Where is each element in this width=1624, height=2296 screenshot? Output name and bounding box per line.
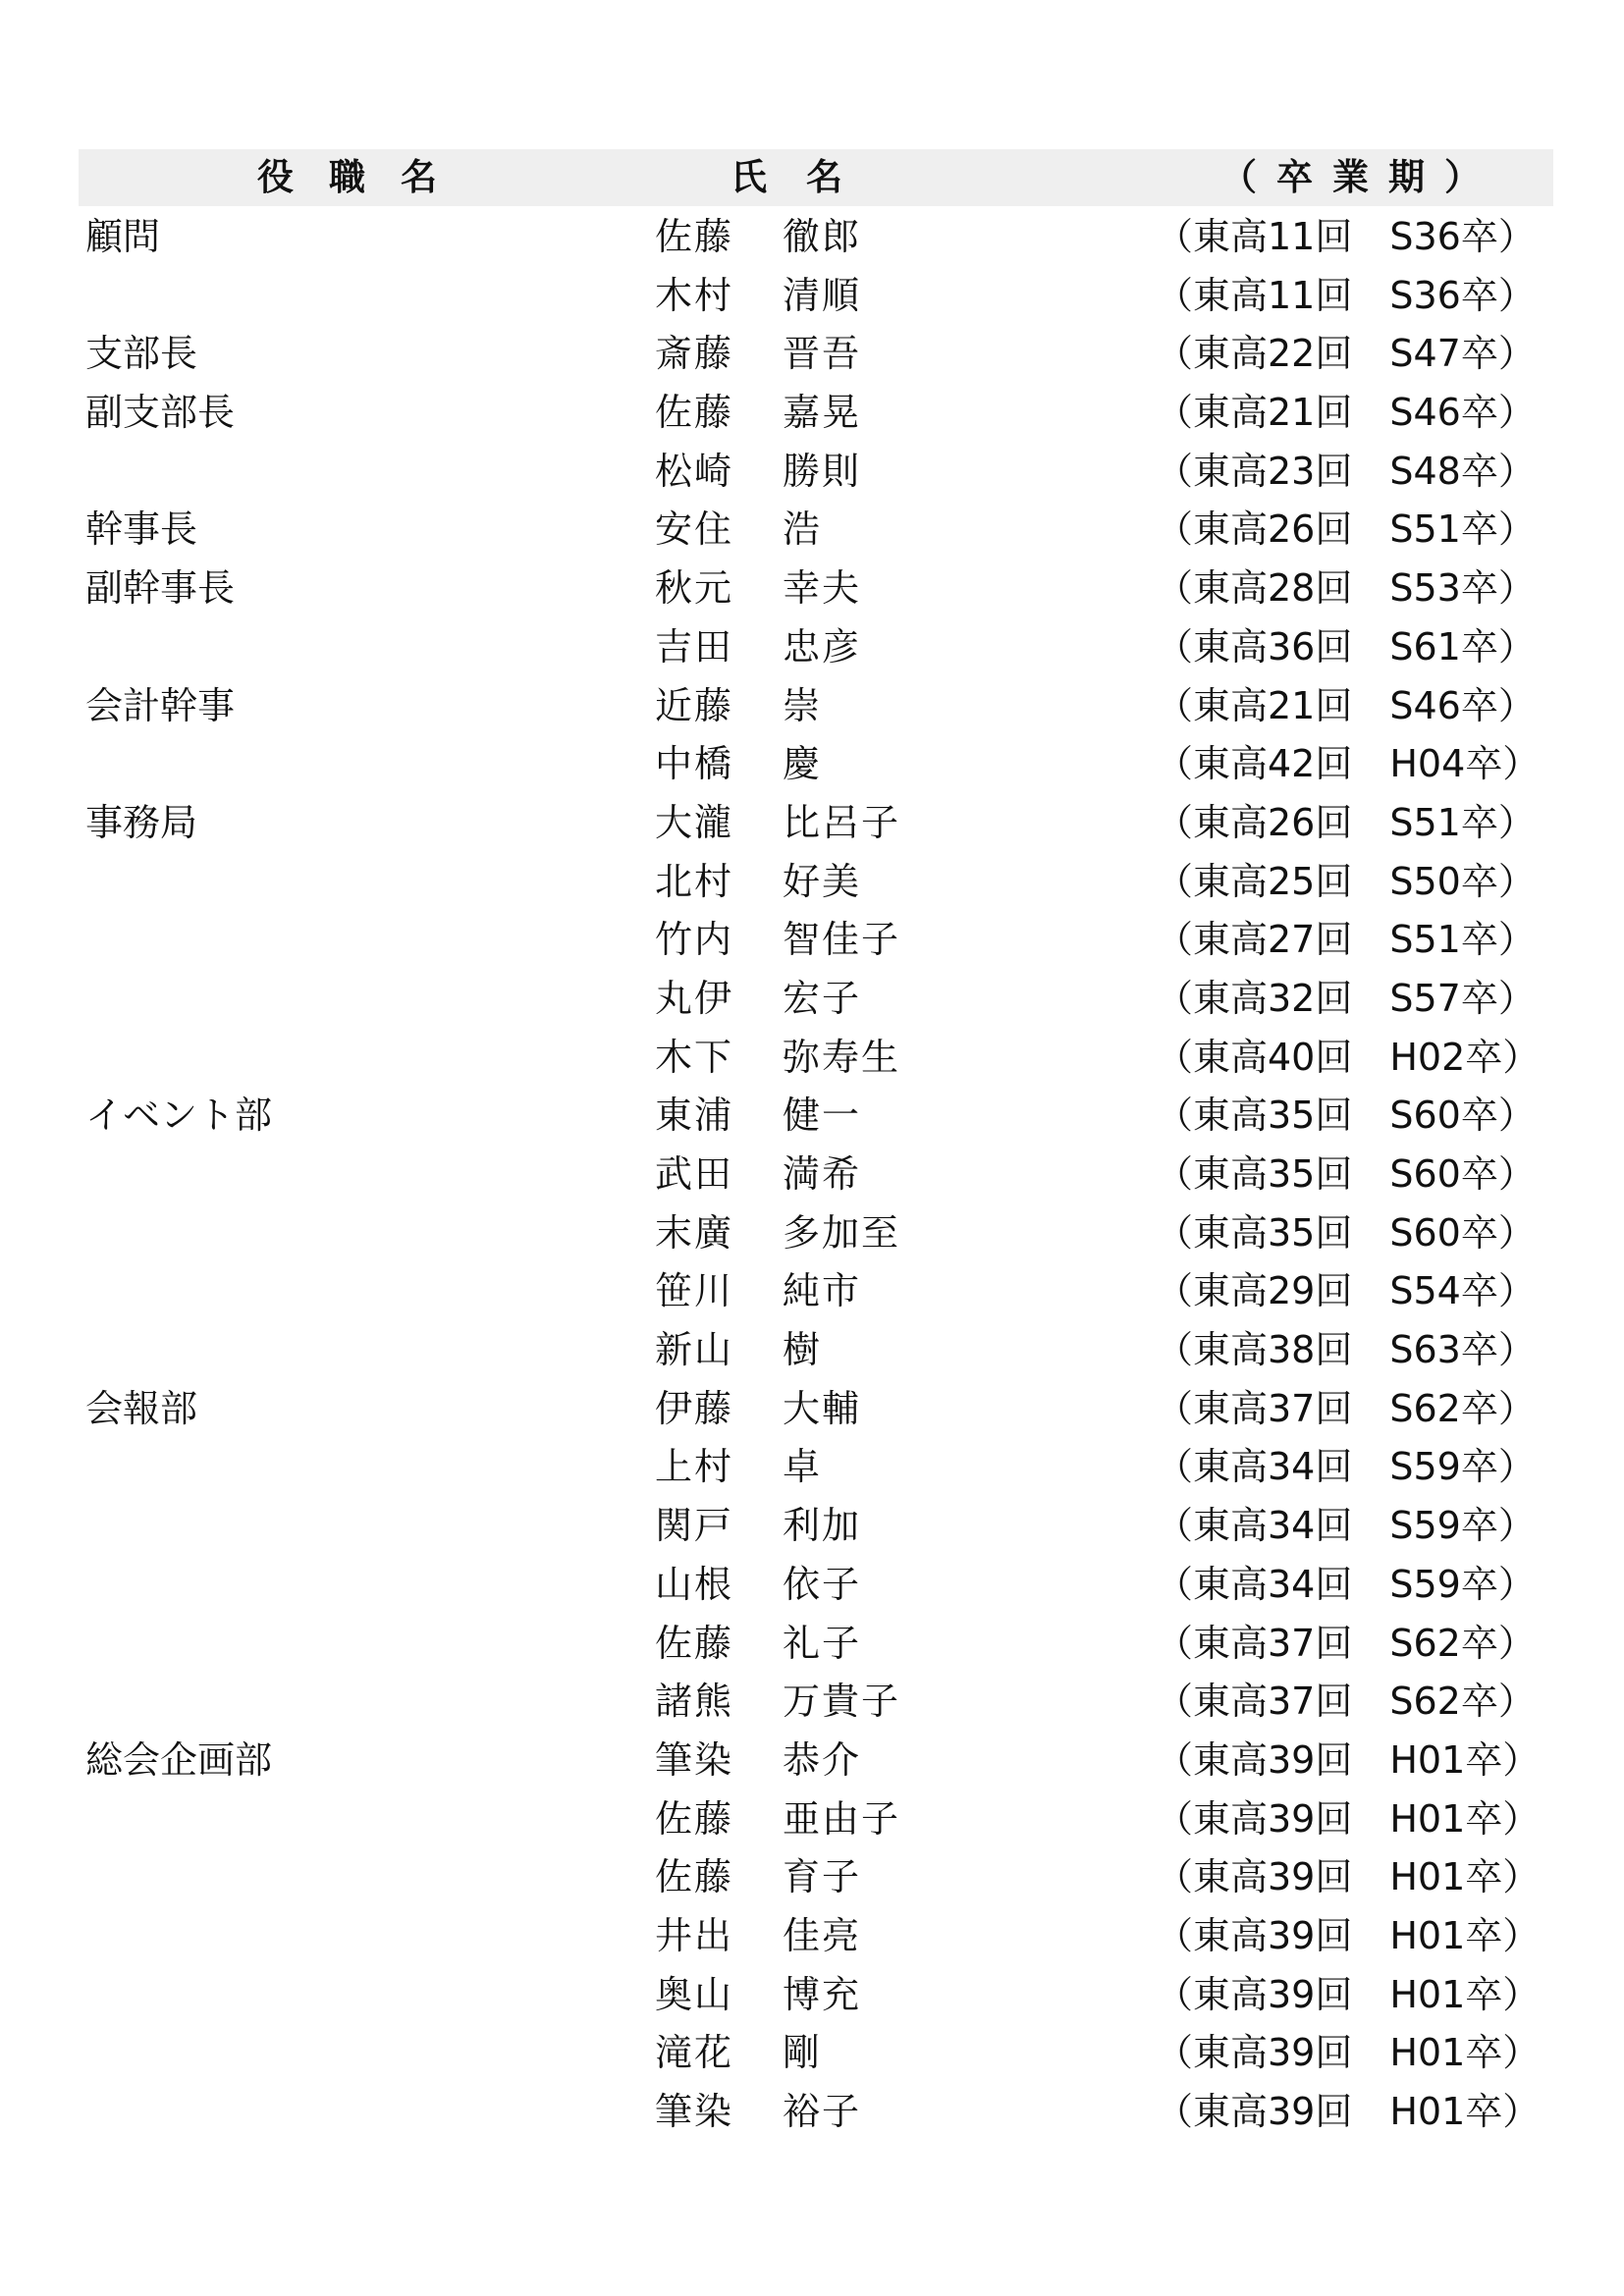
table-row [0, 1615, 1624, 1674]
graduation-cell: （東高23回 S48卒） [1156, 449, 1536, 493]
graduation-cell: （東高38回 S63卒） [1156, 1328, 1536, 1372]
table-row [0, 1556, 1624, 1615]
graduation-cell: （東高39回 H01卒） [1156, 1796, 1541, 1841]
role-cell: 会計幹事 [85, 683, 236, 727]
table-row [0, 970, 1624, 1029]
table-row [0, 1087, 1624, 1146]
header-role: 役職名 [257, 156, 472, 198]
role-cell: 支部長 [85, 332, 198, 376]
header-name: 氏名 [731, 156, 882, 198]
graduation-cell: （東高39回 H01卒） [1156, 2090, 1541, 2133]
surname-cell: 佐藤 [655, 1855, 734, 1899]
roster-table [0, 208, 1624, 2142]
graduation-cell: （東高35回 S60卒） [1156, 1094, 1536, 1138]
table-row [0, 1262, 1624, 1321]
graduation-cell: （東高39回 H01卒） [1156, 1913, 1541, 1957]
surname-cell: 丸伊 [655, 976, 734, 1020]
given-name-cell: 利加 [783, 1504, 862, 1548]
table-row [0, 1966, 1624, 2025]
table-row [0, 735, 1624, 794]
surname-cell: 北村 [655, 859, 734, 903]
given-name-cell: 忠彦 [783, 624, 862, 668]
graduation-cell: （東高11回 S36卒） [1156, 273, 1536, 317]
surname-cell: 大瀧 [655, 800, 734, 844]
given-name-cell: 万貴子 [783, 1680, 901, 1724]
table-row [0, 443, 1624, 502]
graduation-cell: （東高39回 H01卒） [1156, 1972, 1541, 2016]
role-cell: 顧問 [85, 215, 161, 258]
surname-cell: 佐藤 [655, 1621, 734, 1665]
graduation-cell: （東高11回 S36卒） [1156, 215, 1536, 258]
table-row [0, 560, 1624, 618]
surname-cell: 新山 [655, 1328, 734, 1372]
graduation-cell: （東高22回 S47卒） [1156, 332, 1536, 376]
given-name-cell: 育子 [783, 1855, 862, 1899]
surname-cell: 武田 [655, 1152, 734, 1196]
table-row [0, 1790, 1624, 1849]
graduation-cell: （東高26回 S51卒） [1156, 800, 1536, 844]
table-row [0, 1029, 1624, 1088]
role-cell: 事務局 [85, 800, 198, 844]
given-name-cell: 純市 [783, 1269, 862, 1313]
surname-cell: 関戸 [655, 1504, 734, 1548]
table-row [0, 1146, 1624, 1204]
surname-cell: 井出 [655, 1913, 734, 1957]
surname-cell: 安住 [655, 507, 734, 552]
table-row [0, 325, 1624, 384]
surname-cell: 山根 [655, 1562, 734, 1606]
given-name-cell: 崇 [783, 683, 823, 727]
table-row [0, 1497, 1624, 1556]
given-name-cell: 樹 [783, 1328, 823, 1372]
surname-cell: 滝花 [655, 2031, 734, 2075]
table-row [0, 1673, 1624, 1732]
table-row [0, 1438, 1624, 1497]
given-name-cell: 佳亮 [783, 1913, 862, 1957]
graduation-cell: （東高28回 S53卒） [1156, 566, 1536, 611]
given-name-cell: 徹郎 [783, 215, 862, 258]
given-name-cell: 健一 [783, 1094, 862, 1138]
surname-cell: 諸熊 [655, 1680, 734, 1724]
table-row [0, 1321, 1624, 1380]
graduation-cell: （東高26回 S51卒） [1156, 507, 1536, 552]
given-name-cell: 大輔 [783, 1386, 862, 1430]
graduation-cell: （東高27回 S51卒） [1156, 918, 1536, 962]
surname-cell: 筆染 [655, 2090, 734, 2133]
graduation-cell: （東高42回 H04卒） [1156, 742, 1541, 786]
table-row [0, 1848, 1624, 1907]
table-row [0, 618, 1624, 677]
table-row [0, 1204, 1624, 1263]
surname-cell: 上村 [655, 1445, 734, 1489]
table-row [0, 208, 1624, 267]
table-row [0, 1380, 1624, 1439]
given-name-cell: 裕子 [783, 2090, 862, 2133]
table-header [79, 149, 1553, 206]
graduation-cell: （東高34回 S59卒） [1156, 1504, 1536, 1548]
given-name-cell: 博充 [783, 1972, 862, 2016]
given-name-cell: 満希 [783, 1152, 862, 1196]
table-row [0, 1732, 1624, 1790]
surname-cell: 近藤 [655, 683, 734, 727]
table-row [0, 2024, 1624, 2083]
surname-cell: 中橋 [655, 742, 734, 786]
surname-cell: 吉田 [655, 624, 734, 668]
role-cell: 総会企画部 [85, 1737, 273, 1782]
given-name-cell: 比呂子 [783, 800, 901, 844]
role-cell: イベント部 [85, 1094, 273, 1138]
graduation-cell: （東高37回 S62卒） [1156, 1386, 1536, 1430]
table-row [0, 267, 1624, 326]
table-row [0, 677, 1624, 736]
given-name-cell: 浩 [783, 507, 823, 552]
given-name-cell: 好美 [783, 859, 862, 903]
table-row [0, 853, 1624, 912]
surname-cell: 佐藤 [655, 1796, 734, 1841]
graduation-cell: （東高29回 S54卒） [1156, 1269, 1536, 1313]
surname-cell: 佐藤 [655, 391, 734, 435]
table-row [0, 794, 1624, 853]
surname-cell: 末廣 [655, 1210, 734, 1255]
given-name-cell: 勝則 [783, 449, 862, 493]
surname-cell: 東浦 [655, 1094, 734, 1138]
surname-cell: 木村 [655, 273, 734, 317]
given-name-cell: 宏子 [783, 976, 862, 1020]
table-row [0, 911, 1624, 970]
given-name-cell: 清順 [783, 273, 862, 317]
graduation-cell: （東高36回 S61卒） [1156, 624, 1536, 668]
graduation-cell: （東高25回 S50卒） [1156, 859, 1536, 903]
given-name-cell: 嘉晃 [783, 391, 862, 435]
role-cell: 副幹事長 [85, 566, 236, 611]
surname-cell: 笹川 [655, 1269, 734, 1313]
graduation-cell: （東高32回 S57卒） [1156, 976, 1536, 1020]
surname-cell: 奥山 [655, 1972, 734, 2016]
surname-cell: 竹内 [655, 918, 734, 962]
graduation-cell: （東高37回 S62卒） [1156, 1680, 1536, 1724]
given-name-cell: 剛 [783, 2031, 823, 2075]
surname-cell: 佐藤 [655, 215, 734, 258]
given-name-cell: 幸夫 [783, 566, 862, 611]
given-name-cell: 礼子 [783, 1621, 862, 1665]
given-name-cell: 亜由子 [783, 1796, 901, 1841]
graduation-cell: （東高34回 S59卒） [1156, 1562, 1536, 1606]
graduation-cell: （東高35回 S60卒） [1156, 1152, 1536, 1196]
graduation-cell: （東高21回 S46卒） [1156, 391, 1536, 435]
graduation-cell: （東高35回 S60卒） [1156, 1210, 1536, 1255]
table-row [0, 1907, 1624, 1966]
given-name-cell: 恭介 [783, 1737, 862, 1782]
role-cell: 会報部 [85, 1386, 198, 1430]
given-name-cell: 依子 [783, 1562, 862, 1606]
graduation-cell: （東高39回 H01卒） [1156, 1855, 1541, 1899]
surname-cell: 木下 [655, 1035, 734, 1079]
graduation-cell: （東高34回 S59卒） [1156, 1445, 1536, 1489]
given-name-cell: 慶 [783, 742, 823, 786]
given-name-cell: 多加至 [783, 1210, 901, 1255]
given-name-cell: 卓 [783, 1445, 823, 1489]
surname-cell: 秋元 [655, 566, 734, 611]
header-graduation: （卒業期） [1220, 156, 1500, 198]
surname-cell: 伊藤 [655, 1386, 734, 1430]
surname-cell: 筆染 [655, 1737, 734, 1782]
role-cell: 副支部長 [85, 391, 236, 435]
given-name-cell: 弥寿生 [783, 1035, 901, 1079]
given-name-cell: 晋吾 [783, 332, 862, 376]
graduation-cell: （東高40回 H02卒） [1156, 1035, 1541, 1079]
table-row [0, 2083, 1624, 2142]
table-row [0, 384, 1624, 443]
table-row [0, 501, 1624, 560]
graduation-cell: （東高39回 H01卒） [1156, 1737, 1541, 1782]
surname-cell: 松崎 [655, 449, 734, 493]
role-cell: 幹事長 [85, 507, 198, 552]
given-name-cell: 智佳子 [783, 918, 901, 962]
graduation-cell: （東高37回 S62卒） [1156, 1621, 1536, 1665]
graduation-cell: （東高21回 S46卒） [1156, 683, 1536, 727]
graduation-cell: （東高39回 H01卒） [1156, 2031, 1541, 2075]
surname-cell: 斎藤 [655, 332, 734, 376]
